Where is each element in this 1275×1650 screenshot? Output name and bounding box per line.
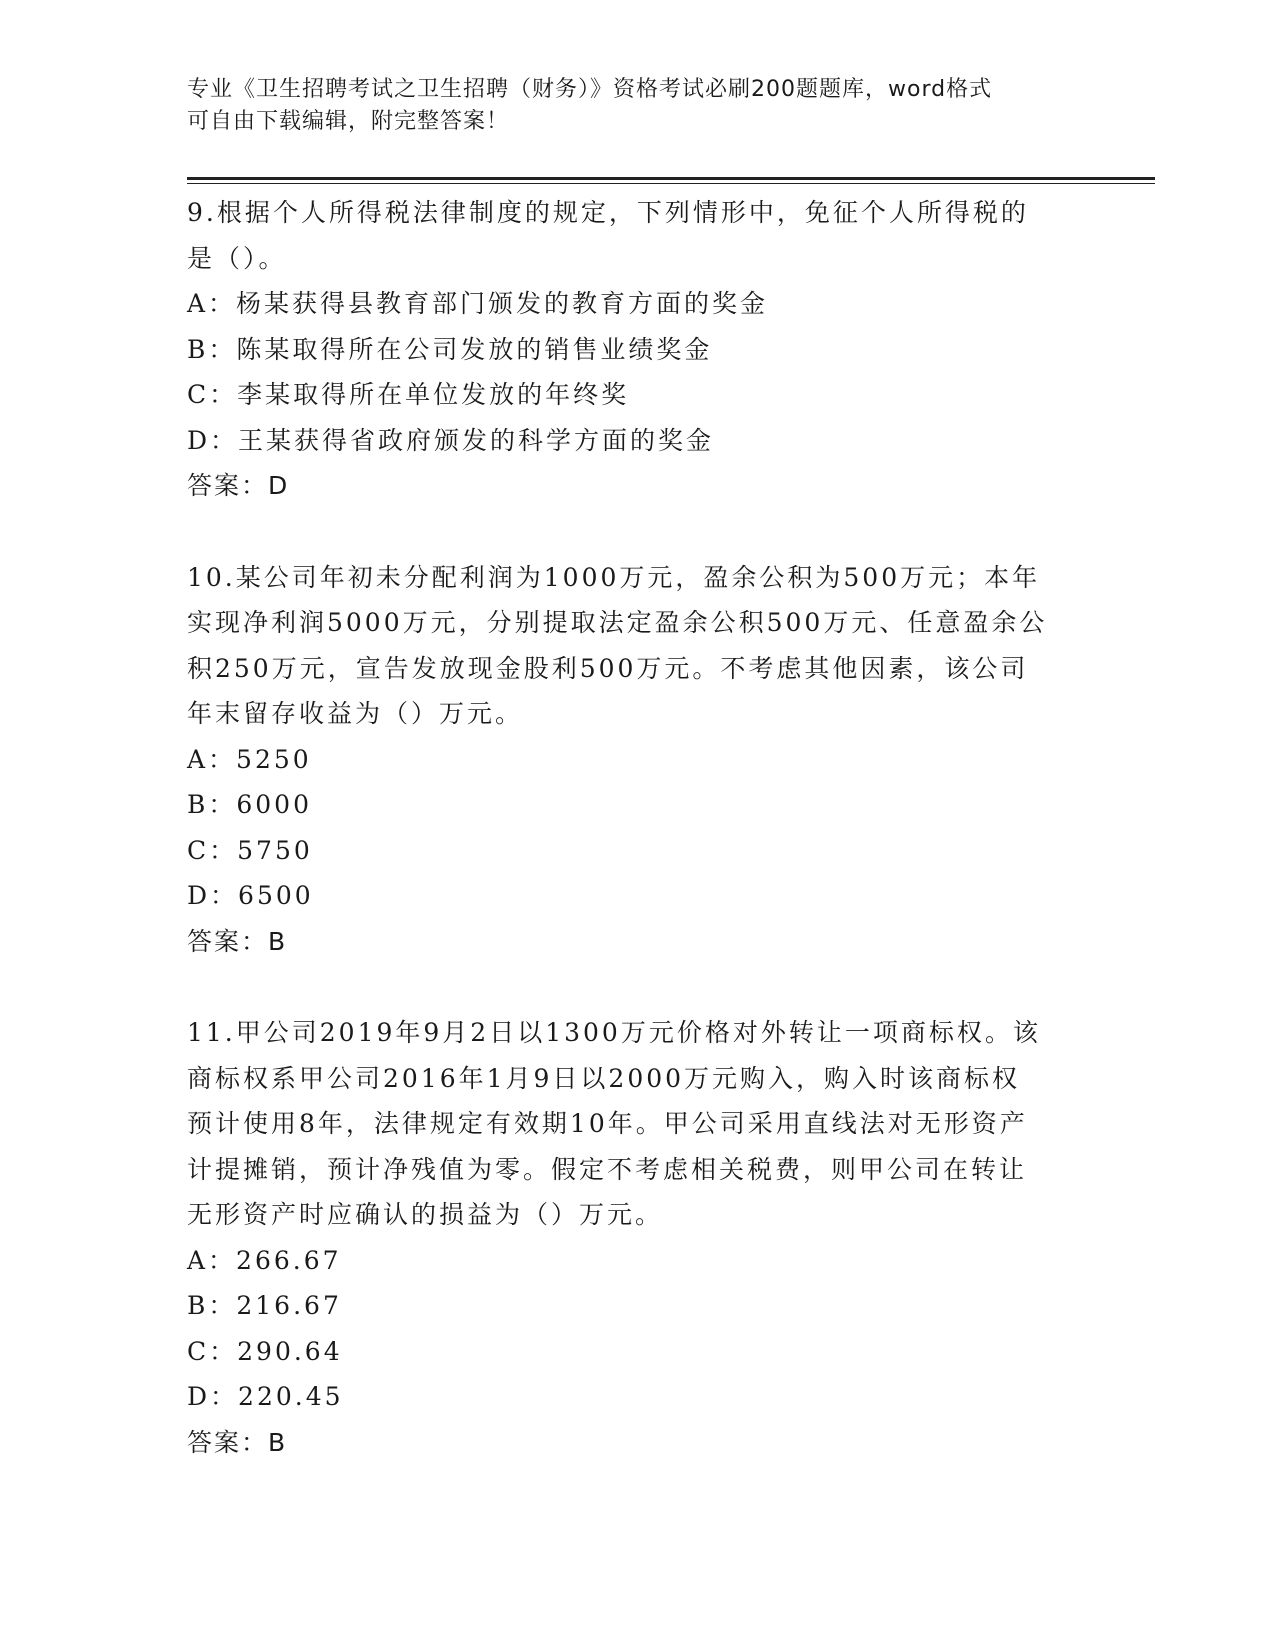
question-11 <box>187 1010 1087 1465</box>
answer-line: 答案：B <box>187 926 288 956</box>
question-text-line: 积250万元，宣告发放现金股利500万元。不考虑其他因素，该公司 <box>187 653 1029 683</box>
question-text-line: 实现净利润5000万元，分别提取法定盈余公积500万元、任意盈余公 <box>187 608 1048 637</box>
question-10 <box>187 555 1087 965</box>
answer-line: 答案：D <box>187 471 290 500</box>
option-c: C：290.64 <box>187 1336 343 1366</box>
question-9 <box>187 190 1087 509</box>
question-text-line: 商标权系甲公司2016年1月9日以2000万元购入，购入时该商标权 <box>187 1063 1021 1093</box>
question-text-line: 年末留存收益为（）万元。 <box>187 699 524 728</box>
question-spacer <box>187 509 1087 555</box>
question-text-line: 9.根据个人所得税法律制度的规定，下列情形中，免征个人所得税的 <box>187 198 1029 227</box>
option-b: B：陈某取得所在公司发放的销售业绩奖金 <box>187 334 713 364</box>
option-a: A：杨某获得县教育部门颁发的教育方面的奖金 <box>187 289 769 318</box>
option-b: B：216.67 <box>187 1291 342 1320</box>
question-list <box>187 190 1087 1465</box>
header-line-2: 可自由下载编辑，附完整答案！ <box>187 109 510 134</box>
header-rule-thick <box>187 177 1155 180</box>
option-d: D：220.45 <box>187 1382 344 1411</box>
option-d: D：王某获得省政府颁发的科学方面的奖金 <box>187 425 715 455</box>
question-text-line: 10.某公司年初未分配利润为1000万元，盈余公积为500万元；本年 <box>187 562 1041 592</box>
option-a: A：5250 <box>187 744 312 774</box>
document-header <box>187 74 1067 138</box>
option-c: C：5750 <box>187 835 313 865</box>
answer-line: 答案：B <box>187 1427 288 1457</box>
option-b: B：6000 <box>187 790 312 819</box>
question-text-line: 无形资产时应确认的损益为（）万元。 <box>187 1200 664 1229</box>
question-text-line: 预计使用8年，法律规定有效期10年。甲公司采用直线法对无形资产 <box>187 1109 1028 1138</box>
question-text-line: 是（）。 <box>187 243 287 273</box>
question-text-line: 计提摊销，预计净残值为零。假定不考虑相关税费，则甲公司在转让 <box>187 1154 1028 1184</box>
header-rule-thin <box>187 183 1155 184</box>
option-d: D：6500 <box>187 881 314 910</box>
option-a: A：266.67 <box>187 1245 342 1275</box>
option-c: C：李某取得所在单位发放的年终奖 <box>187 380 630 409</box>
header-line-1: 专业《卫生招聘考试之卫生招聘（财务）》资格考试必刷200题题库，word格式 <box>187 77 993 102</box>
question-spacer <box>187 964 1087 1010</box>
question-text-line: 11.甲公司2019年9月2日以1300万元价格对外转让一项商标权。该 <box>187 1018 1041 1047</box>
